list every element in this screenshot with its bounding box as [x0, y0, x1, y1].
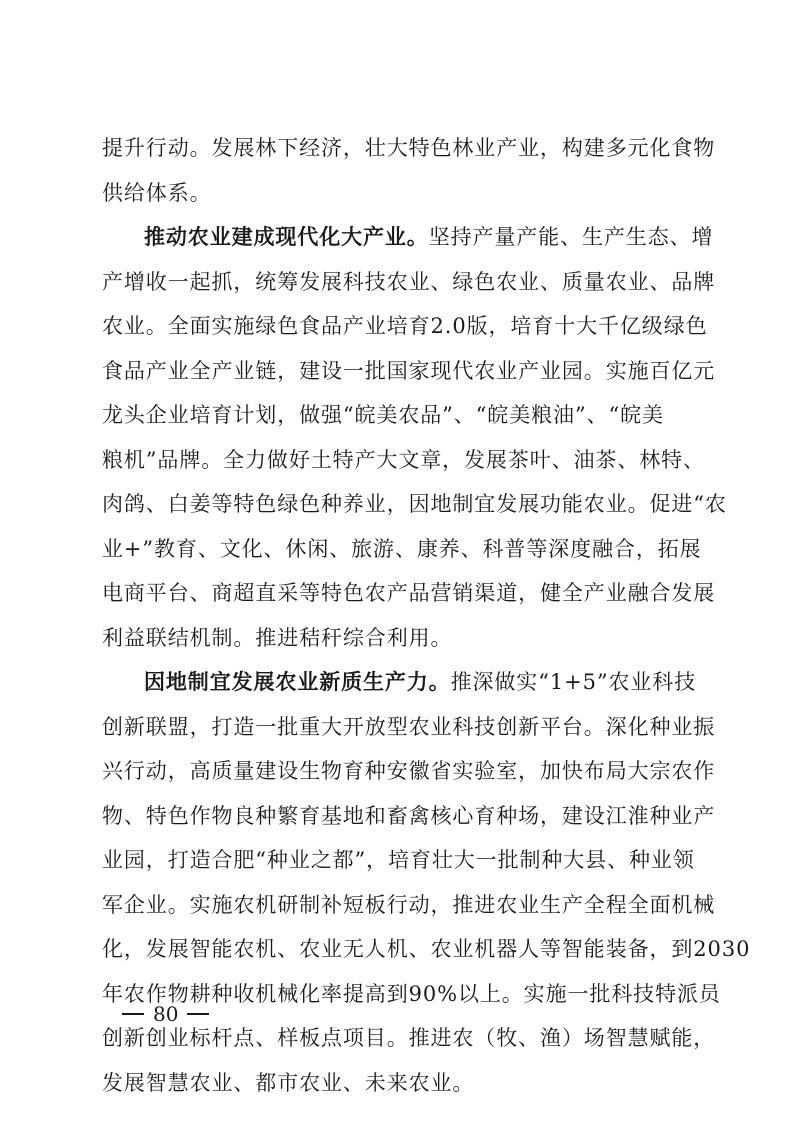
paragraph-2: [102, 215, 750, 660]
text-line: 物、特色作物良种繁育基地和畜禽核心育种场，建设江淮种业产: [102, 803, 716, 828]
text-line: 业园，打造合肥“种业之都”，培育壮大一批制种大县、种业领: [102, 848, 695, 872]
page-footer: [122, 1000, 209, 1028]
paragraph-heading: 因地制宜发展农业新质生产力。: [144, 669, 451, 694]
text-line: 供给体系。: [102, 180, 212, 205]
text-line: 电商平台、商超直采等特色农产品营销渠道，健全产业融合发展: [102, 581, 716, 605]
text-run: 坚持产量产能、生产生态、增: [428, 225, 714, 249]
paragraph-3: [102, 660, 750, 1105]
dash-right: [187, 1013, 209, 1015]
text-line: 发展智慧农业、都市农业、未来农业。: [102, 1070, 475, 1095]
text-line: 创新创业标杆点、样板点项目。推进农（牧、渔）场智慧赋能，: [102, 1026, 716, 1050]
text-line: [102, 660, 750, 705]
text-run: 推深做实“1+5”农业科技: [450, 670, 697, 694]
text-line: 利益联结机制。推进秸秆综合利用。: [102, 625, 453, 650]
text-line: 龙头企业培育计划，做强“皖美农品”、“皖美粮油”、“皖美: [102, 403, 664, 427]
text-line: 年农作物耕种收机械化率提高到90%以上。实施一批科技特派员: [102, 981, 721, 1006]
dash-left: [122, 1013, 144, 1015]
text-line: 兴行动，高质量建设生物育种安徽省实验室，加快布局大宗农作: [102, 759, 716, 783]
text-line: 食品产业全产业链，建设一批国家现代农业产业园。实施百亿元: [102, 358, 716, 383]
text-line: [102, 215, 750, 260]
text-line: 农业。全面实施绿色食品产业培育2.0版，培育十大千亿级绿色: [102, 314, 708, 338]
text-line: 业+”教育、文化、休闲、旅游、康养、科普等深度融合，拓展: [102, 536, 702, 561]
text-line: 提升行动。发展林下经济，壮大特色林业产业，构建多元化食物: [102, 136, 716, 160]
text-line: 军企业。实施农机研制补短板行动，推进农业生产全程全面机械: [102, 892, 716, 917]
text-line: 产增收一起抓，统筹发展科技农业、绿色农业、质量农业、品牌: [102, 269, 716, 294]
paragraph-heading: 推动农业建成现代化大产业。: [144, 224, 429, 249]
text-line: 粮机”品牌。全力做好土特产大文章，发展茶叶、油茶、林特、: [102, 447, 705, 472]
text-line: 创新联盟，打造一批重大开放型农业科技创新平台。深化种业振: [102, 714, 716, 739]
text-line: 化，发展智能农机、农业无人机、农业机器人等智能装备，到2030: [102, 937, 751, 961]
page-number: 80: [153, 1002, 179, 1026]
document-body: [102, 126, 750, 1105]
paragraph-1: [102, 126, 750, 215]
text-line: 肉鸽、白姜等特色绿色种养业，因地制宜发展功能农业。促进“农: [102, 492, 727, 516]
